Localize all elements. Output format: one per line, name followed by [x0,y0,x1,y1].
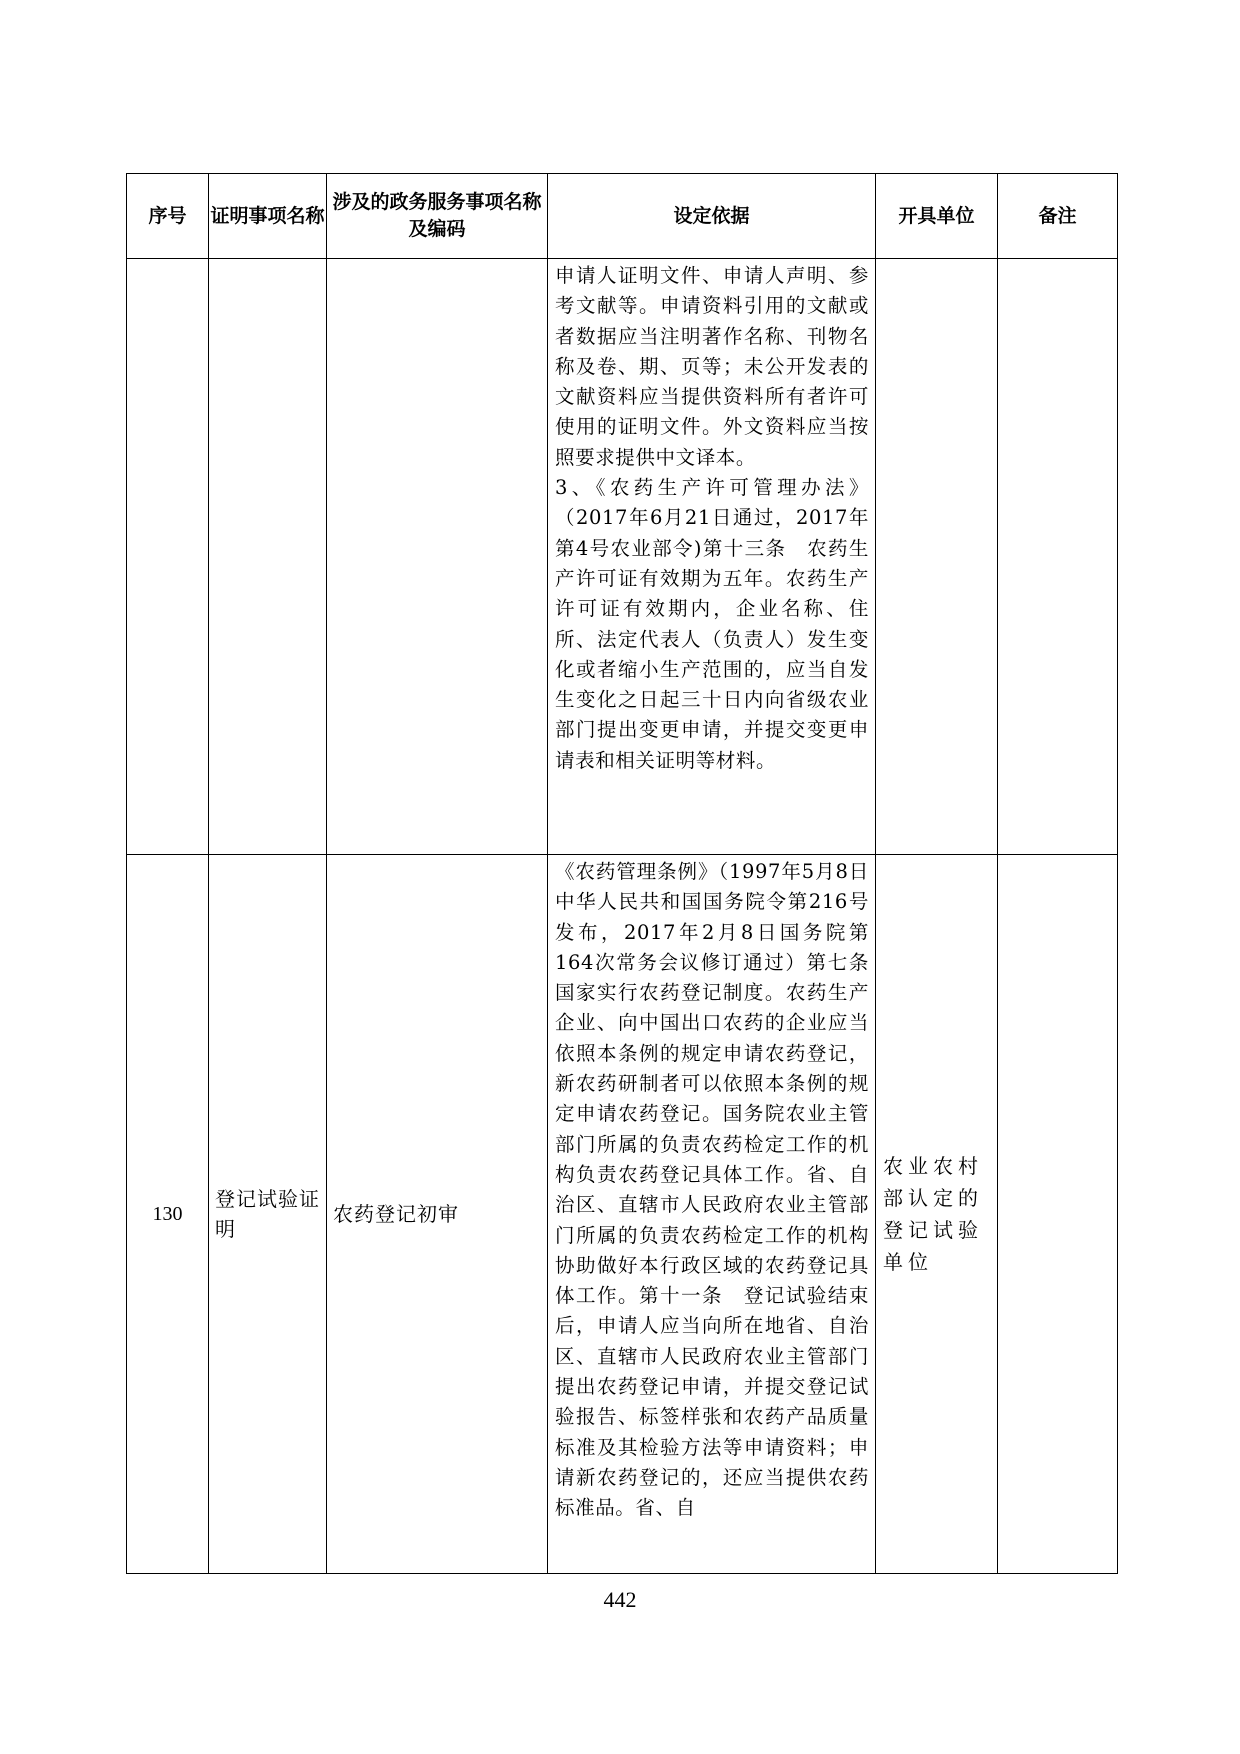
cell-issuer [876,259,998,855]
table-header-row [127,174,1118,259]
cell-basis [548,855,890,1574]
cell-basis [548,259,876,855]
header-cert-name: 证明事项名称 [209,174,327,259]
service-text: 农药登记初审 [333,1202,459,1226]
basis-paragraph: 3、《农药生产许可管理办法》（2017年6月21日通过，2017年第4号农业部令)第十三条 农药生产许可证有效期为五年。农药生产许可证有效期内，企业名称、住所、法定代表人（负责人）发生变化或者缩小生产范围的，应当自发生变化之日起三十日内向省级农业部门提出变更申请，并提交变更申请表和相关证明等材料。 [555,476,869,772]
cell-seq: 130 [127,855,209,1574]
cell-seq [127,259,209,855]
cert-name-text: 登记试验证明 [215,1187,320,1241]
table-row [127,855,1118,1574]
cell-remark [998,855,1118,1574]
header-service: 涉及的政务服务事项名称及编码 [327,174,548,259]
cell-service [327,855,548,1574]
table-row [127,259,1118,855]
header-remark: 备注 [998,174,1118,259]
cell-cert-name [209,855,327,1574]
basis-paragraph: 申请人证明文件、申请人声明、参考文献等。申请资料引用的文献或者数据应当注明著作名称、刊物名称及卷、期、页等；未公开发表的文献资料应当提供资料所有者许可使用的证明文件。外文资料应当按照要求提供中文译本。 [555,264,869,469]
basis-paragraph: 《农药管理条例》（1997年5月8日中华人民共和国国务院令第216号发布，2017年2月8日国务院第164次常务会议修订通过）第七条 国家实行农药登记制度。农药生产企业、向中国出口农药的企业应当依照本条例的规定申请农药登记，新农药研制者可以依照本条例的规定申请农药登记。国务院农业主管部门所属的负责农药检定工作的机构负责农药登记具体工作。省、自治区、直辖市人民政府农业主管部门所属的负责农药检定工作的机构协助做好本行政区域的农药登记具体工作。第十一条 登记试验结束后，申请人应当向所在地省、自治区、直辖市人民政府农业主管部门提出农药登记申请，并提交登记试验报告、标签样张和农药产品质量标准及其检验方法等申请资料；申请新农药登记的，还应当提供农药标准品。省、自 [555,860,890,1520]
cell-cert-name [209,259,327,855]
cell-remark [998,259,1118,855]
issuer-text: 农业农村部认定的登记试验单位 [883,1154,983,1274]
header-seq: 序号 [127,174,209,259]
cell-service [327,259,548,855]
header-issuer: 开具单位 [876,174,998,259]
certificate-table [126,173,1118,1574]
cell-issuer [876,855,998,1574]
page-number: 442 [603,1587,637,1612]
header-basis: 设定依据 [548,174,876,259]
